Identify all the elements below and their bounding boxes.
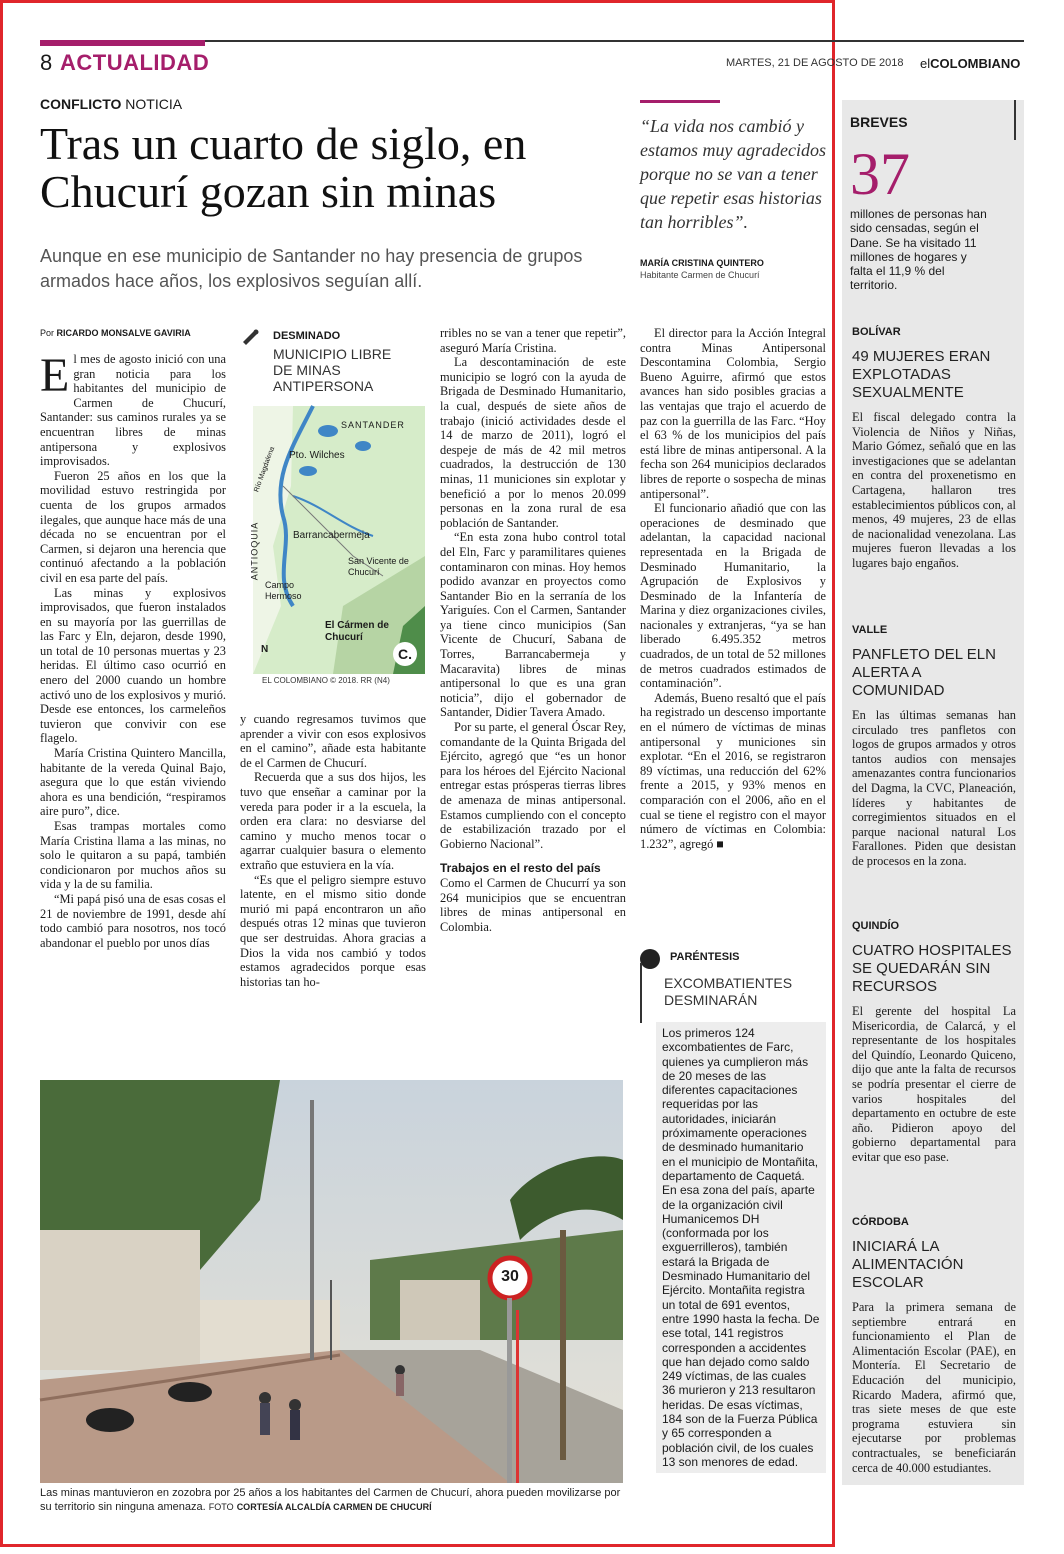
caption-credit: CORTESÍA ALCALDÍA CARMEN DE CHUCURÍ [236,1502,432,1512]
article-deck: Aunque en ese municipio de Santander no hay presencia de grupos armados hace años, los explosivos seguían allí. [40,246,583,291]
article-column-1 [40,349,226,950]
paragraph: “Mi papá pisó una de esas cosas el 21 de noviembre de 1991, desde ahí todo cambió para nosotros, nos tocó abandonar el pueblo por unos días [40,891,226,950]
kicker-topic: CONFLICTO [40,96,122,112]
breves-title: BREVES [850,114,908,130]
breve-region: VALLE [852,624,888,636]
breve-item [852,624,1016,869]
breve-region: BOLÍVAR [852,326,901,338]
caption-credit-prefix: FOTO [208,1502,234,1512]
map-place: Campo Hermoso [265,580,302,601]
paragraph: Como el Carmen de Chucurrí ya son 264 municipios que se encuentran libres de minas antipersonal en Colombia. [440,875,626,934]
parentesis-body: Los primeros 124 excombatientes de Farc, quienes ya cumplieron más de 20 meses de las diferentes capacitaciones requeridas por las autoridades, iniciarán próximamente operaciones de desminado humanitario en el municipio de Montañita, departamento de Caquetá. En esa zona del país, aparte de la organización civil Humanicemos DH (conformada por los exguerrilleros), también estará la Brigada de Desminado Humanitario del Ejército. Montañita registra un total de 691 eventos, entre 1990 hasta la fecha. De ese total, 141 registros corresponden a accidentes que han dejado como saldo 249 víctimas, de las cuales 36 murieron y 213 resultaron heridas. De esas víctimas, 184 son de la Fuerza Pública y 65 corresponden a población civil, de los cuales 13 son menores de edad. [656,1022,826,1473]
byline [40,328,191,338]
map-credit: EL COLOMBIANO © 2018. RR (N4) [262,676,390,685]
pull-quote: “La vida nos cambió y estamos muy agradecidos porque no se van a tener que repetir esas historias tan horribles”. [640,116,826,232]
paper-el: el [920,56,931,71]
breve-body: El fiscal delegado contra la Violencia de Niños y Niñas, Mario Gómez, señaló que en las investigaciones que se adelantan en contra del proxenetismo en Cartagena, hallaron tres establecimientos públicos con, al menos, 49 mujeres, 23 de ellas de nacionalidad venezolana. Las mujeres fueron llevadas a los lugares bajo engaños. [852,410,1016,570]
section-accent-bar [40,40,205,46]
paragraph: El funcionario añadió que con las operaciones de desminado que adelantan, la capacidad nacional representada en la Brigada de Desminado Humanitario, la Agrupación de Explosivos y Desminado de la Infantería de Marina y diez organizaciones civiles, nacionales y extranjeras, “ya se han liberado 6.495.352 metros cuadrados, de un total de 52 millones de metros cuadrados estimados de contaminación”. [640,501,826,691]
mine-icon [240,326,262,348]
article-kicker [40,96,182,112]
paragraph: La descontaminación de este municipio se logró con la ayuda de Brigada de Desminado Humanitario, la cual, después de siete años de trabajo (inició actividades desde el 14 de marzo de 2011), logró el despeje de más de 42 mil metros cuadrados, la destrucción de 130 minas, 11 municiones sin explotar y benefició a por lo menos 20.099 personas en la zona rural de esa población de Santander. [440,355,626,530]
paragraph: Recuerda que a sus dos hijos, les tuvo que enseñar a caminar por la vereda para poder ir a la escuela, la orden era clara: no desviarse del camino y mucho menos tocar o agarrar cualquier basura o elemento extraño que estuviera en la vía. [240,770,426,872]
page-number: 8 [40,50,53,75]
map-title: MUNICIPIO LIBRE DE MINAS ANTIPERSONA [273,346,392,394]
map-place: SANTANDER [341,420,405,430]
subhead: Trabajos en el resto del país [440,861,601,876]
breve-headline: INICIARÁ LA ALIMENTACIÓN ESCOLAR [852,1238,964,1291]
article-photo [40,1080,623,1483]
caption-text: Las minas mantuvieron en zozobra por 25 años a los habitantes del Carmen de Chucurí, ahora pueden movilizarse por su territorio sin ninguna amenaza. [40,1487,621,1513]
map-place: San Vicente de Chucurí [348,556,409,577]
parentesis-title: EXCOMBATIENTES DESMINARÁN [664,975,793,1008]
paragraph: María Cristina Quintero Mancilla, habitante de la vereda Quinal Bajo, asegura que lo que están viviendo ahora es una bendición, “respiramos aire puro”, dice. [40,746,226,819]
box-rule [640,963,642,1023]
map-place-highlight: El Cármen de Chucurí [325,620,389,643]
breves-number: 37 [850,141,910,207]
photo-caption [40,1486,623,1514]
newspaper-logo [920,56,1020,71]
quote-accent-bar [640,100,720,103]
byline-prefix: Por [40,328,55,338]
breve-item [852,1216,1016,1475]
breve-headline: CUATRO HOSPITALES SE QUEDARÁN SIN RECURSOS [852,942,1012,995]
paragraph: l mes de agosto inició con una gran noticia para los habitantes del municipio de Carmen de Chucurí, Santander: sus caminos rurales ya se encuentran libres de minas antipersona y explosivos improvisados. [40,352,226,469]
paragraph: Las minas y explosivos improvisados, que fueron instalados en su mayoría por las guerrillas de las Farc y Eln, dejaron, desde 1990, un total de 10 personas muertas y 23 heridas. El último caso ocurrió en enero del 2000 cuando un hombre activó uno de los explosivos y murió. Desde ese entonces, los carmeleños tuvieron que convivir con ese flagelo. [40,585,226,746]
breve-headline: 49 MUJERES ERAN EXPLOTADAS SEXUALMENTE [852,348,991,401]
headline: Tras un cuarto de siglo, en Chucurí gozan sin minas [40,118,527,217]
map-place: Río Magdalena [253,445,277,494]
breve-item [852,920,1016,1165]
breve-region: CÓRDOBA [852,1216,909,1228]
parentesis-label: PARÉNTESIS [670,951,740,963]
paragraph: Fueron 25 años en los que la movilidad estuvo restringida por cuenta de los grupos armados ilegales, que aunque hace más de una década no se encuentran por el Carmen, si dejaron una herencia que continuó afectando a la población civil en esa parte del país. [40,468,226,585]
breves-lead: millones de personas han sido censadas, según el Dane. Se ha visitado 11 millones de hogares y falta el 11,9 % del territorio. [850,207,987,293]
paragraph: y cuando regresamos tuvimos que aprender a vivir con esos explosivos en el camino”, añade esta habitante de el Carmen de Chucurí. [240,712,426,770]
breve-item [852,326,1016,571]
paragraph: El director para la Acción Integral contra Minas Antipersonal Descontamina Colombia, Sergio Bueno Aguirre, afirmó que estos avances han sido posibles gracias a las ventajas que trajo el acuerdo de paz con la guerrilla de las Farc. “Hoy el 63 % de los municipios del país está libre de minas antipersonal. A la fecha son 264 municipios declarados libres de reporte o sospecha de minas antipersonal”. [640,326,826,501]
breve-body: El gerente del hospital La Misericordia, de Calarcá, y el representante de los hospitales del Quindío, Leonardo Quiceno, dijo que ante la falta de recursos se podría presentar el cierre de varios hospitales del departamento en octubre de este año. Pidieron apoyo del gobierno departamental para evitar que eso pase. [852,1004,1016,1164]
map-label: DESMINADO [273,330,341,342]
byline-author: RICARDO MONSALVE GAVIRIA [56,328,191,338]
paragraph: “En esta zona hubo control total del Eln, Farc y paramilitares quienes contaminaron con minas. Hoy hemos podido avanzar en proyectos como Santander Bio en la serranía de los Yariguíes. Con el Carmen, Santander ya tiene cinco municipios (San Vicente de Chucurí, Sabana de Torres, Barrancabermeja y Macaravita) libres de minas antipersonal lo que es una gran noticia”, dijo el gobernador de Santander, Didier Tavera Amado. [440,530,626,720]
article-column-2 [240,712,426,989]
map-image [249,406,425,674]
paragraph: Esas trampas mortales como María Cristina llama a las minas, no solo le quitaron a su papá, también condicionaron por muchos años su vida y la de su familia. [40,819,226,892]
breve-body: En las últimas semanas han circulado tres panfletos con logos de grupos armados y otros tantos audios con mensajes amenazantes contra funcionarios del Dagma, la CVC, Planeación, líderes y habitantes de corregimientos situados en el parque nacional natural Los Farallones. Piden que desistan de procesos en la zona. [852,708,1016,868]
breves-rule [1014,100,1016,140]
article-column-4 [640,326,826,851]
paragraph: Por su parte, el general Óscar Rey, comandante de la Quinta Brigada del Ejército, agregó que “es un honor para los héroes del Ejército Nacional entregar estas prósperas tierras libres de amenaza de minas antipersonal. Estamos cumpliendo con el concepto de estabilización trazado por el Gobierno Nacional”. [440,720,626,851]
section-name: ACTUALIDAD [60,50,210,75]
breve-body: Para la primera semana de septiembre entrará en funcionamiento el Plan de Alimentación Escolar (PAE), en Montería. El Secretario de Educación del municipio, Ricardo Madera, afirmó que, tras siete meses de que este programa estuviera sin ejecutarse por problemas contractuales, se beneficiarán cerca de 40.000 estudiantes. [852,1300,1016,1475]
map-place: Barrancabermeja [293,530,370,541]
breve-headline: PANFLETO DEL ELN ALERTA A COMUNIDAD [852,646,996,699]
paper-name: COLOMBIANO [930,56,1021,71]
quote-author: MARÍA CRISTINA QUINTERO [640,258,764,268]
pin-icon [640,949,660,969]
quote-author-role: Habitante Carmen de Chucurí [640,270,760,280]
paragraph: “Es que el peligro siempre estuvo latente, en el mismo sitio donde murió mi papá encontraron un año después otras 12 minas que tuvieron que ser destruidas. Ahora gracias a Dios la vida nos cambió y todos estamos agradecidos porque esas historias tan ho- [240,872,426,989]
drop-cap: E [40,349,70,402]
paragraph: rribles no se van a tener que repetir”, aseguró María Cristina. [440,326,626,355]
publisher-logo-icon: C. [393,642,417,666]
map-place: ANTIOQUIA [249,521,260,581]
north-arrow-icon: N [261,644,269,655]
issue-date: MARTES, 21 DE AGOSTO DE 2018 [726,57,904,69]
paragraph: Además, Bueno resaltó que el país ha registrado un descenso importante en el número de víctimas de minas antipersonal y municiones sin explotar. “En el 2016, se registraron 89 víctimas, una reducción del 62% frente a 2015, y 93% menos en comparación con el 2006, año en el cual se tiene el registro con el mayor número de víctimas en Colombia: 1.232”, agregó ■ [640,690,826,851]
kicker-type: NOTICIA [125,96,183,112]
speed-limit-sign: 30 [501,1268,519,1285]
article-column-3 [440,326,626,934]
breve-region: QUINDÍO [852,920,900,932]
map-place: Pto. Wilches [289,450,345,461]
